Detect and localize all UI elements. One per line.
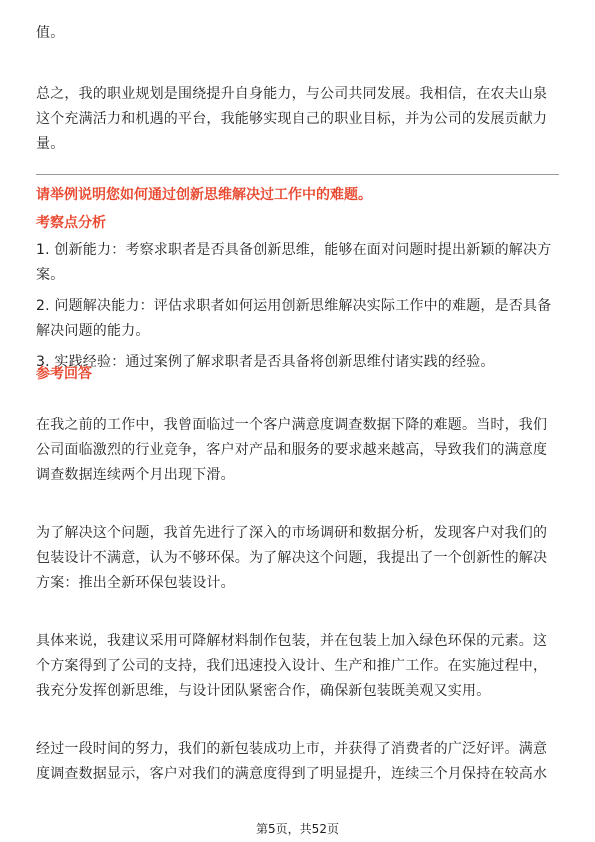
previous-paragraph-tail: 值。 bbox=[36, 25, 65, 41]
page-number: 第5页，共52页 bbox=[256, 822, 339, 836]
analysis-heading: 考察点分析 bbox=[36, 215, 106, 231]
question-title: 请举例说明您如何通过创新思维解决过工作中的难题。 bbox=[36, 187, 372, 203]
answer-paragraph: 具体来说，我建议采用可降解材料制作包装，并在包装上加入绿色环保的元素。这个方案得到了公司的支持，我们迅速投入设计、生产和推广工作。在实施过程中，我充分发挥创新思维，与设计团队紧密合作，确保新包装既美观又实用。 bbox=[36, 633, 548, 699]
analysis-item: 2. 问题解决能力：评估求职者如何运用创新思维解决实际工作中的难题，是否具备解决问题的能力。 bbox=[36, 298, 552, 339]
section-divider bbox=[36, 174, 559, 175]
document-page bbox=[36, 0, 559, 842]
conclusion-paragraph: 总之，我的职业规划是围绕提升自身能力，与公司共同发展。我相信，在农夫山泉这个充满活力和机遇的平台，我能够实现自己的职业目标，并为公司的发展贡献力量。 bbox=[36, 86, 548, 152]
answer-body bbox=[36, 413, 559, 820]
answer-paragraph: 经过一段时间的努力，我们的新包装成功上市，并获得了消费者的广泛好评。满意度调查数据显示，客户对我们的满意度得到了明显提升，连续三个月保持在较高水 bbox=[36, 741, 548, 782]
analysis-item: 1. 创新能力：考察求职者是否具备创新思维，能够在面对问题时提出新颖的解决方案。 bbox=[36, 242, 552, 283]
answer-paragraph: 在我之前的工作中，我曾面临过一个客户满意度调查数据下降的难题。当时，我们公司面临激烈的行业竞争，客户对产品和服务的要求越来越高，导致我们的满意度调查数据连续两个月出现下滑。 bbox=[36, 417, 548, 483]
answer-paragraph: 为了解决这个问题，我首先进行了深入的市场调研和数据分析，发现客户对我们的包装设计不满意，认为不够环保。为了解决这个问题，我提出了一个创新性的解决方案：推出全新环保包装设计。 bbox=[36, 525, 548, 591]
analysis-item: 3. 实践经验：通过案例了解求职者是否具备将创新思维付诸实践的经验。 bbox=[36, 354, 495, 370]
analysis-list bbox=[36, 238, 559, 381]
answer-heading: 参考回答 bbox=[36, 366, 92, 382]
